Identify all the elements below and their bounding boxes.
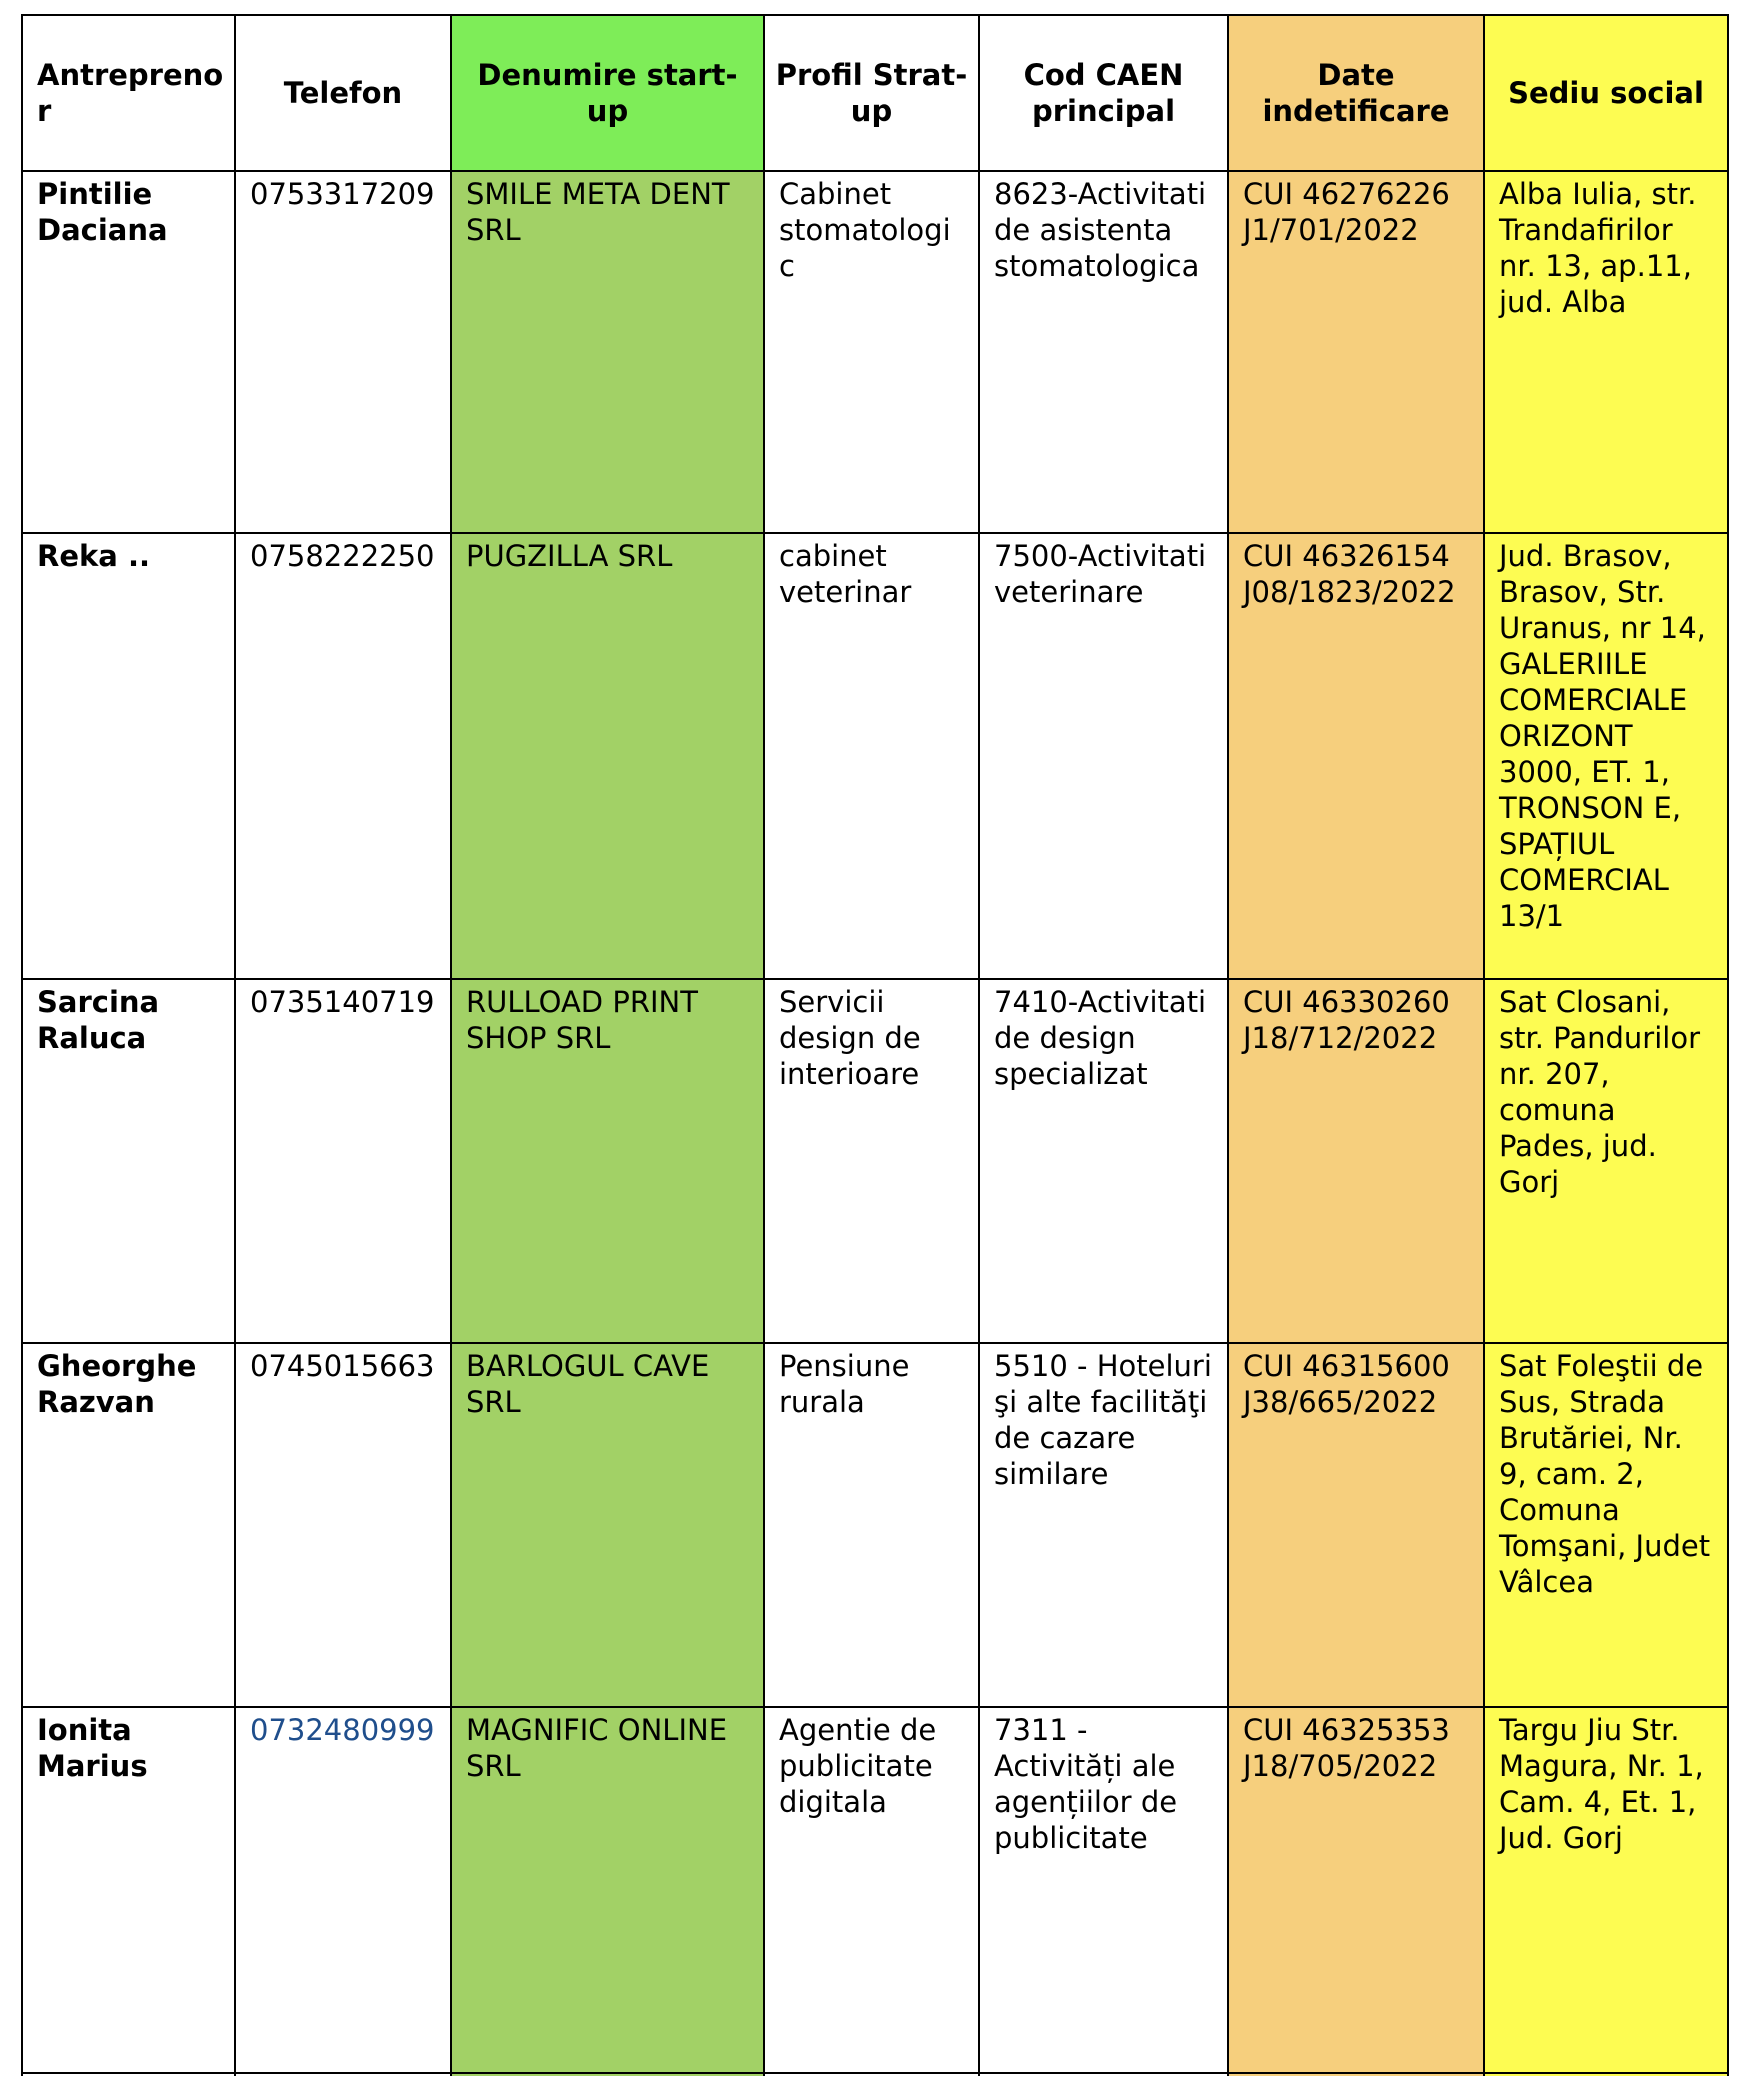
cell-antreprenor: Reka .. [22,533,235,979]
cui-number: CUI 46330260 [1243,985,1450,1019]
cell-date-identificare [1228,1343,1484,1707]
cui-number: CUI 46325353 [1243,1713,1450,1747]
cell-denumire: RULLOAD PRINT SHOP SRL [451,979,764,1343]
cell-date-identificare [1228,979,1484,1343]
cell-profil: Pensiune rurala [764,1343,979,1707]
table-row [22,171,1728,533]
cell-antreprenor: Gheorghe Razvan [22,1343,235,1707]
cell-telefon: 0753317209 [235,171,451,533]
cell-telefon: 0745015663 [235,1343,451,1707]
header-sediu: Sediu social [1484,15,1728,171]
header-cod-caen: Cod CAEN principal [979,15,1228,171]
cell-denumire: PUGZILLA SRL [451,533,764,979]
cell-denumire: BARLOGUL CAVE SRL [451,1343,764,1707]
startups-table [21,14,1729,2076]
header-profil: Profil Strat-up [764,15,979,171]
table-row [22,1343,1728,1707]
cell-denumire: SMILE META DENT SRL [451,171,764,533]
registration-number: J08/1823/2022 [1243,575,1456,609]
cell-cod-caen: 7311 - Activități ale agențiilor de publicitate [979,1707,1228,2073]
cell-profil: Agentie de publicitate digitala [764,1707,979,2073]
cell-date-identificare [1228,1707,1484,2073]
cell-date-identificare [1228,171,1484,533]
header-antreprenor: Antreprenor [22,15,235,171]
table-row [22,533,1728,979]
cell-telefon: 0758222250 [235,533,451,979]
cui-number: CUI 46315600 [1243,1349,1450,1383]
phone-link[interactable]: 0732480999 [235,1707,451,2073]
registration-number: J38/665/2022 [1243,1385,1438,1419]
cell-antreprenor: Pintilie Daciana [22,171,235,533]
header-telefon: Telefon [235,15,451,171]
registration-number: J18/712/2022 [1243,1021,1438,1055]
registration-number: J1/701/2022 [1243,213,1419,247]
cell-sediu: Sat Closani, str. Pandurilor nr. 207, comuna Pades, jud. Gorj [1484,979,1728,1343]
cell-profil: Cabinet stomatologic [764,171,979,533]
cell-telefon: 0735140719 [235,979,451,1343]
cell-sediu: Sat Foleştii de Sus, Strada Brutăriei, Nr. 9, cam. 2, Comuna Tomşani, Judet Vâlcea [1484,1343,1728,1707]
cell-antreprenor: Ionita Marius [22,1707,235,2073]
cell-sediu: Jud. Brasov, Brasov, Str. Uranus, nr 14, GALERIILE COMERCIALE ORIZONT 3000, ET. 1, TRONSON E, SPAȚIUL COMERCIAL 13/1 [1484,533,1728,979]
cell-cod-caen: 8623-Activitati de asistenta stomatologica [979,171,1228,533]
cell-date-identificare [1228,533,1484,979]
cell-cod-caen: 5510 - Hoteluri şi alte facilităţi de cazare similare [979,1343,1228,1707]
cell-profil: Servicii design de interioare [764,979,979,1343]
cell-sediu: Alba Iulia, str. Trandafirilor nr. 13, ap.11, jud. Alba [1484,171,1728,533]
cell-profil: cabinet veterinar [764,533,979,979]
header-date-identificare: Date indetificare [1228,15,1484,171]
table-row [22,979,1728,1343]
cell-denumire: MAGNIFIC ONLINE SRL [451,1707,764,2073]
registration-number: J18/705/2022 [1243,1749,1438,1783]
cell-cod-caen: 7410-Activitati de design specializat [979,979,1228,1343]
header-row [22,15,1728,171]
header-denumire: Denumire start-up [451,15,764,171]
table-row [22,1707,1728,2073]
cell-sediu: Targu Jiu Str. Magura, Nr. 1, Cam. 4, Et. 1, Jud. Gorj [1484,1707,1728,2073]
cell-antreprenor: Sarcina Raluca [22,979,235,1343]
cui-number: CUI 46276226 [1243,177,1450,211]
cui-number: CUI 46326154 [1243,539,1450,573]
cell-cod-caen: 7500-Activitati veterinare [979,533,1228,979]
